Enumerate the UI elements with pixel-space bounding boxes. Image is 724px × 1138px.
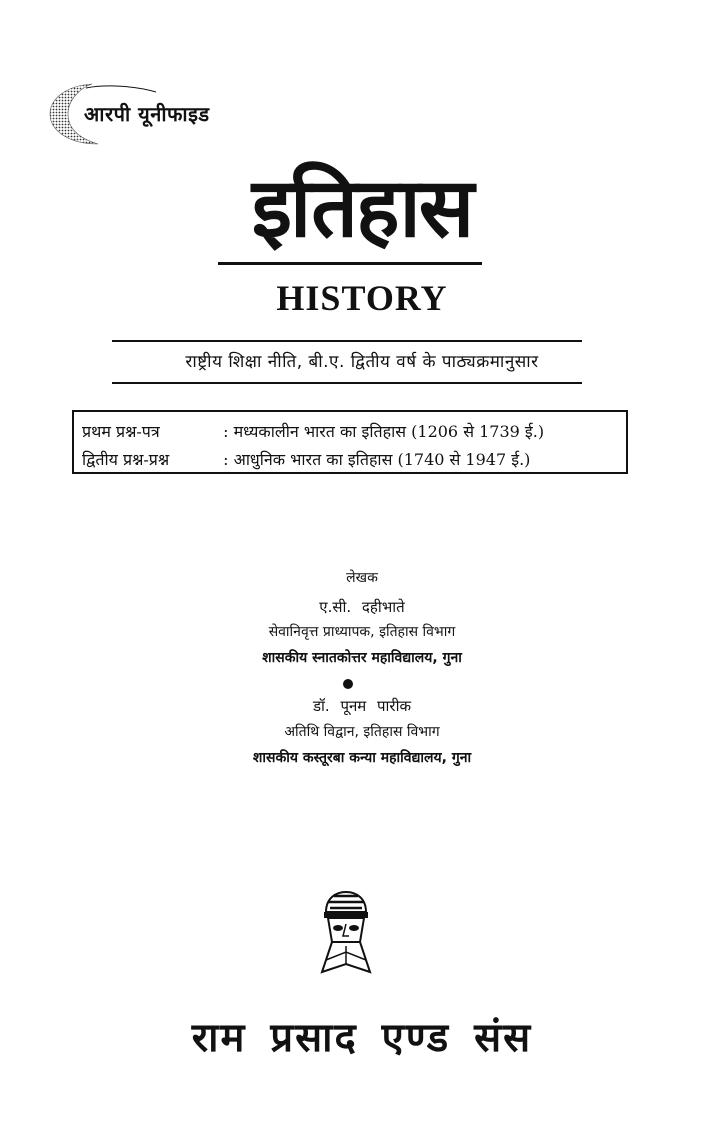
separator-dot (343, 679, 353, 689)
author-name: डॉ. पूनम पारीक (313, 697, 411, 715)
publisher-name: राम प्रसाद एण्ड संस (191, 1015, 533, 1061)
author-college: शासकीय स्नातकोत्तर महाविद्यालय, गुना (262, 650, 462, 666)
book-title-english: HISTORY (276, 278, 448, 318)
series-logo-text: आरपी यूनीफाइड (84, 102, 210, 126)
paper-label: प्रथम प्रश्न-पत्र (82, 422, 160, 441)
subtitle-rule-top (112, 340, 582, 342)
author-college: शासकीय कस्तूरबा कन्या महाविद्यालय, गुना (252, 750, 472, 766)
book-title-hindi: इतिहास (251, 161, 473, 256)
author-designation: सेवानिवृत्त प्राध्यापक, इतिहास विभाग (268, 624, 456, 640)
author-designation: अतिथि विद्वान, इतिहास विभाग (284, 724, 440, 740)
papers-box (72, 410, 628, 474)
author-name: ए.सी. दहीभाते (319, 598, 405, 616)
paper-title: : मध्यकालीन भारत का इतिहास (1206 से 1739 ई.) (223, 422, 545, 441)
author-heading: लेखक (346, 570, 378, 586)
publisher-emblem-icon (318, 890, 374, 976)
syllabus-subtitle: राष्ट्रीय शिक्षा नीति, बी.ए. द्वितीय वर्ष के पाठ्यक्रमानुसार (185, 352, 539, 372)
paper-title: : आधुनिक भारत का इतिहास (1740 से 1947 ई.) (223, 450, 531, 469)
paper-row-second (82, 448, 530, 470)
paper-row-first (82, 420, 544, 442)
subtitle-rule-bottom (112, 382, 582, 384)
title-divider (218, 262, 482, 265)
paper-label: द्वितीय प्रश्न-प्रश्न (82, 450, 170, 469)
